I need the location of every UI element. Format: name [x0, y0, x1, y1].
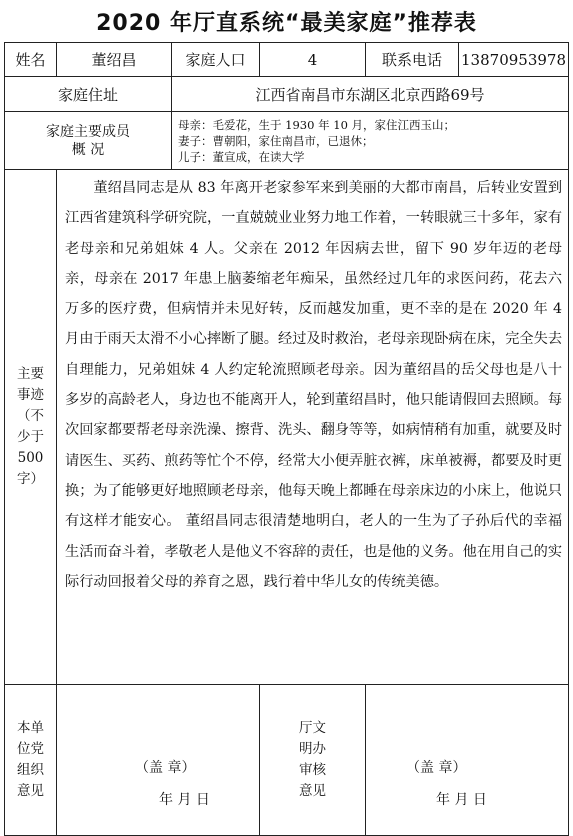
- party-date: 年 月 日: [159, 792, 210, 808]
- opinion-label-line: 明办: [299, 741, 327, 757]
- address-row: [5, 77, 569, 112]
- deeds-label-line: 事迹: [17, 387, 44, 403]
- deeds-text: 董绍昌同志是从 83 年离开老家参军来到美丽的大都市南昌，后转业安置到江西省建筑科学研究院，一直兢兢业业努力地工作着，一转眼就三十多年，家有老母亲和兄弟姐妹 4 人。父亲在 2012 年因病去世，留下 90 岁年迈的老母亲，母亲在 2017 年患上脑萎缩老年痴呆，虽然经过几年的求医问药，花去六万多的医疗费，但病情并未见好转，反而越发加重，更不幸的是在 2020 年 4 月由于雨天太滑不小心摔断了腿。经过及时救治，老母亲现卧病在床，完全失去自理能力，兄弟姐妹 4 人约定轮流照顾老母亲。因为董绍昌的岳父母也是八十多岁的高龄老人，身边也不能离开人，轮到董绍昌时，他只能请假回去照顾。每次回家都要帮老母亲洗澡、擦背、洗头、翻身等等，如病情稍有加重，就要及时请医生、买药、煎药等忙个不停，经常大小便弄脏衣裤，床单被褥，都要及时更换；为了能够更好地照顾老母亲，他每天晚上都睡在母亲床边的小床上，他说只有这样才能安心。 董绍昌同志很清楚地明白，老人的一生为了子孙后代的幸福生活而奋斗着，孝敬老人是他义不容辞的责任，也是他的义务。他在用自己的实际行动回报着父母的养育之恩，践行着中华儿女的传统美德。: [57, 170, 569, 685]
- name-value: 董绍昌: [57, 43, 172, 77]
- phone-value: 13870953978: [459, 43, 569, 77]
- address-label: 家庭住址: [5, 77, 172, 112]
- opinion-label-line: 本单: [17, 720, 44, 736]
- opinion-label-line: 厅文: [299, 720, 327, 736]
- opinion-label-line: 意见: [299, 783, 327, 799]
- member-mother: 母亲：毛爱花，生于 1930 年 10 月，家住江西玉山；: [178, 117, 456, 132]
- opinion-label-line: 组织: [17, 762, 44, 778]
- party-opinion-box: [57, 685, 260, 836]
- deeds-label-line: 字）: [17, 471, 44, 487]
- party-seal: （盖 章）: [135, 760, 196, 776]
- opinion-label-line: 位党: [17, 741, 44, 757]
- address-value: 江西省南昌市东湖区北京西路69号: [172, 77, 569, 112]
- office-date: 年 月 日: [436, 792, 487, 808]
- household-label: 家庭人口: [172, 43, 260, 77]
- members-row: [5, 112, 569, 170]
- party-opinion-label: [5, 685, 57, 836]
- deeds-label-line: 主要: [17, 366, 44, 382]
- members-label-line2: 概 况: [71, 141, 105, 158]
- page-title: 2020 年厅直系统“最美家庭”推荐表: [96, 11, 477, 36]
- name-label: 姓名: [5, 43, 57, 77]
- office-opinion-box: [366, 685, 569, 836]
- deeds-label-line: （不: [17, 408, 44, 424]
- members-label: [5, 112, 172, 170]
- household-value: 4: [260, 43, 366, 77]
- opinion-label-line: 意见: [17, 783, 44, 799]
- members-details: [172, 112, 569, 170]
- deeds-label-line: 500: [17, 450, 44, 466]
- member-son: 儿子：董宣成，在读大学: [178, 149, 305, 164]
- recommendation-form: [4, 42, 569, 836]
- members-label-line1: 家庭主要成员: [46, 123, 130, 140]
- deeds-label-line: 少于: [17, 429, 44, 445]
- opinion-label-line: 审核: [299, 762, 327, 778]
- deeds-label: [5, 170, 57, 685]
- office-opinion-label: [260, 685, 366, 836]
- basic-info-row: [5, 43, 569, 77]
- deeds-row: [5, 170, 569, 685]
- opinions-row: [5, 685, 569, 836]
- office-seal: （盖 章）: [406, 760, 467, 776]
- member-wife: 妻子：曹朝阳，家住南昌市，已退休；: [178, 133, 374, 148]
- phone-label: 联系电话: [366, 43, 459, 77]
